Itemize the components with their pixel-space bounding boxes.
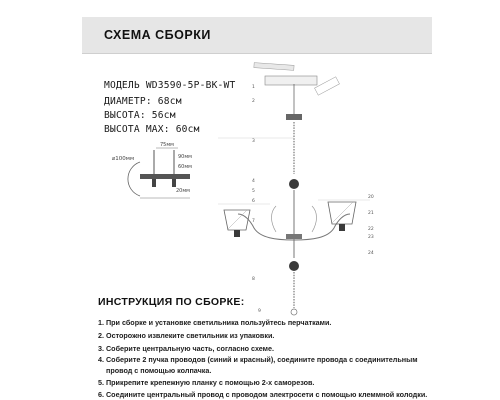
- spec-diameter: ДИАМЕТР: 68см: [104, 96, 182, 107]
- header-divider: [82, 53, 432, 54]
- part-number: 6: [252, 199, 255, 204]
- part-number: 5: [252, 189, 255, 194]
- instruction-step: 5. Прикрепите крепежную планку с помощью 2-х саморезов.: [98, 378, 315, 387]
- part-number: 22: [368, 227, 374, 232]
- instruction-step: 3. Соберите центральную часть, согласно схеме.: [98, 344, 274, 353]
- dim-label: 60мм: [178, 164, 192, 170]
- part-number: 21: [368, 211, 374, 216]
- part-number: 24: [368, 251, 374, 256]
- instruction-step: 4. Соберите 2 пучка проводов (синий и красный), соедините провода с соединительным: [98, 355, 418, 364]
- part-number: 2: [252, 99, 255, 104]
- dim-label: 90мм: [178, 154, 192, 160]
- mounting-plate: [140, 174, 190, 179]
- part-number: 9: [258, 309, 261, 314]
- part-number: 3: [252, 139, 255, 144]
- instructions-title: ИНСТРУКЦИЯ ПО СБОРКЕ:: [98, 296, 245, 308]
- instruction-step: 6. Соедините центральный провод с проводом электросети с помощью клеммной колодки.: [98, 390, 428, 399]
- part-number: 23: [368, 235, 374, 240]
- part-number-callouts: [252, 80, 382, 320]
- spec-height: ВЫСОТА: 56см: [104, 110, 176, 121]
- page-title: СХЕМА СБОРКИ: [104, 28, 211, 42]
- part-number: 4: [252, 179, 255, 184]
- instruction-step: 1. При сборке и установке светильника пользуйтесь перчатками.: [98, 318, 332, 327]
- dim-label: 20мм: [176, 188, 190, 194]
- spec-model: МОДЕЛЬ WD3590-5P-BK-WT: [104, 80, 236, 91]
- dim-label: 75мм: [160, 142, 174, 148]
- instruction-step-continued: провод с помощью колпачка.: [106, 366, 212, 375]
- mounting-detail-drawing: [112, 140, 207, 200]
- part-number: 7: [252, 219, 255, 224]
- dim-label: ⌀100мм: [112, 156, 135, 162]
- instruction-step: 2. Осторожно извлеките светильник из упаковки.: [98, 331, 275, 340]
- spec-height-max: ВЫСОТА MAX: 60см: [104, 124, 200, 135]
- part-number: 20: [368, 195, 374, 200]
- part-number: 8: [252, 277, 255, 282]
- part-number: 1: [252, 85, 255, 90]
